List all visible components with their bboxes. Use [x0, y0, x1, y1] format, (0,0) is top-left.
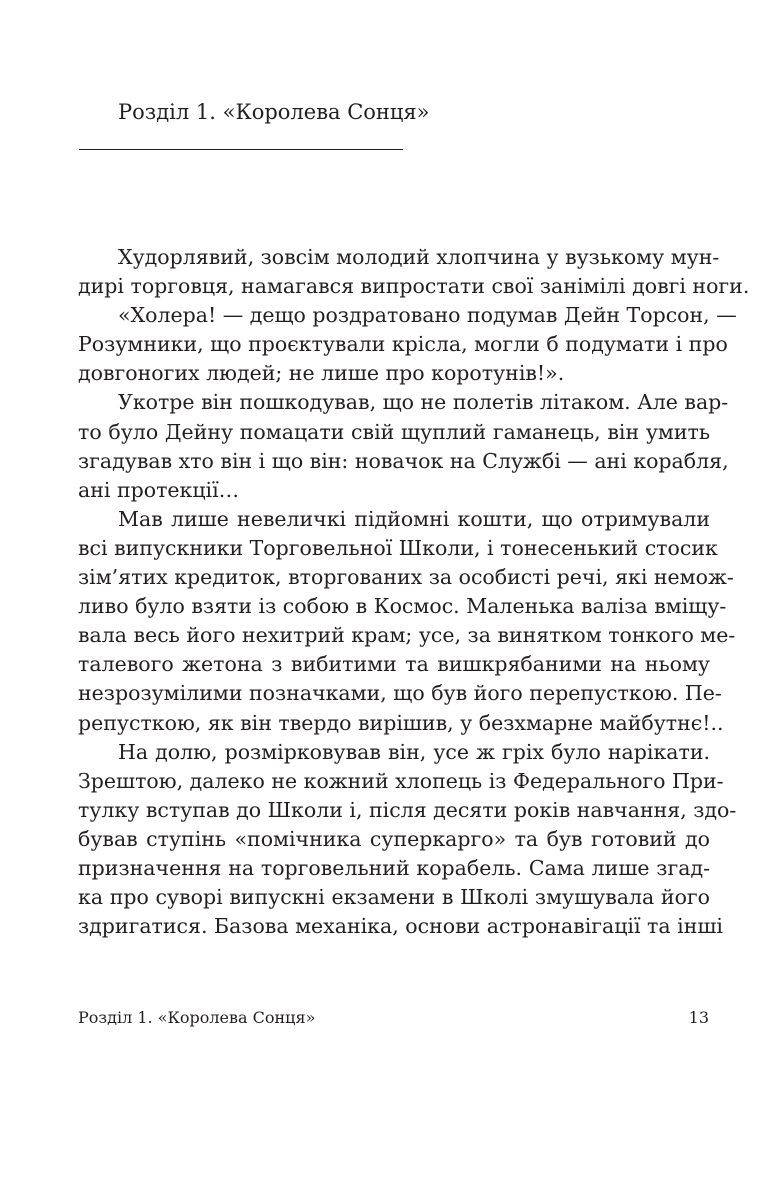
text-line: репусткою, як він твердо вирішив, у безхмарне майбутнє!..: [78, 710, 724, 735]
text-line: ані протекції…: [78, 477, 240, 502]
text-line: дирі торговця, намагався випростати свої занімілі довгі ноги.: [78, 274, 750, 299]
text-line: тулку вступав до Школи і, після десяти років навчання, здо-: [78, 797, 737, 822]
text-line: незрозумілими позначками, що був його перепусткою. Пе-: [78, 681, 722, 706]
text-line: Мав лише невеличкі підйомні кошти, що отримували: [118, 506, 710, 531]
text-line: згадував хто він і що він: новачок на Службі — ані корабля,: [78, 448, 729, 473]
text-line: Розумники, що проєктували крісла, могли б подумати і про: [78, 332, 728, 357]
text-line: бував ступінь «помічника суперкарго» та був готовий до: [78, 826, 710, 851]
body-text: [78, 243, 750, 941]
chapter-header-title: Розділ 1. «Королева Сонця»: [118, 100, 430, 124]
text-line: то було Дейну помацати свій щуплий гаманець, він умить: [78, 419, 710, 444]
text-line: вала весь його нехитрий крам; усе, за винятком тонкого ме-: [78, 623, 736, 648]
text-line: На долю, розмірковував він, усе ж гріх було нарікати.: [118, 739, 710, 764]
page-number: 13: [688, 1008, 709, 1027]
text-line: «Холера! — дещо роздратовано подумав Дейн Торсон, —: [118, 303, 737, 328]
text-line: всі випускники Торговельної Школи, і тонесенький стосик: [78, 535, 718, 560]
text-line: Зрештою, далеко не кожний хлопець із Федерального При-: [78, 768, 724, 793]
text-line: ливо було взяти із собою в Космос. Маленька валіза вміщу-: [78, 594, 727, 619]
text-line: здригатися. Базова механіка, основи астронавігації та інші: [78, 914, 723, 939]
footer-running-title: Розділ 1. «Королева Сонця»: [78, 1008, 316, 1027]
text-line: призначення на торговельний корабель. Сама лише згад-: [78, 855, 710, 880]
text-line: Укотре він пошкодував, що не полетів літаком. Але вар-: [118, 390, 729, 415]
text-line: ка про суворі випускні екзамени в Школі змушувала його: [78, 885, 710, 910]
text-line: талевого жетона з вибитими та вишкрябаними на ньому: [78, 652, 710, 677]
text-line: довгоногих людей; не лише про коротунів!».: [78, 361, 565, 386]
text-line: Худорлявий, зовсім молодий хлопчина у вузькому мун-: [118, 245, 720, 269]
header-divider: [79, 149, 403, 150]
text-line: зім’ятих кредиток, вторгованих за особисті речі, які немож-: [78, 565, 734, 590]
